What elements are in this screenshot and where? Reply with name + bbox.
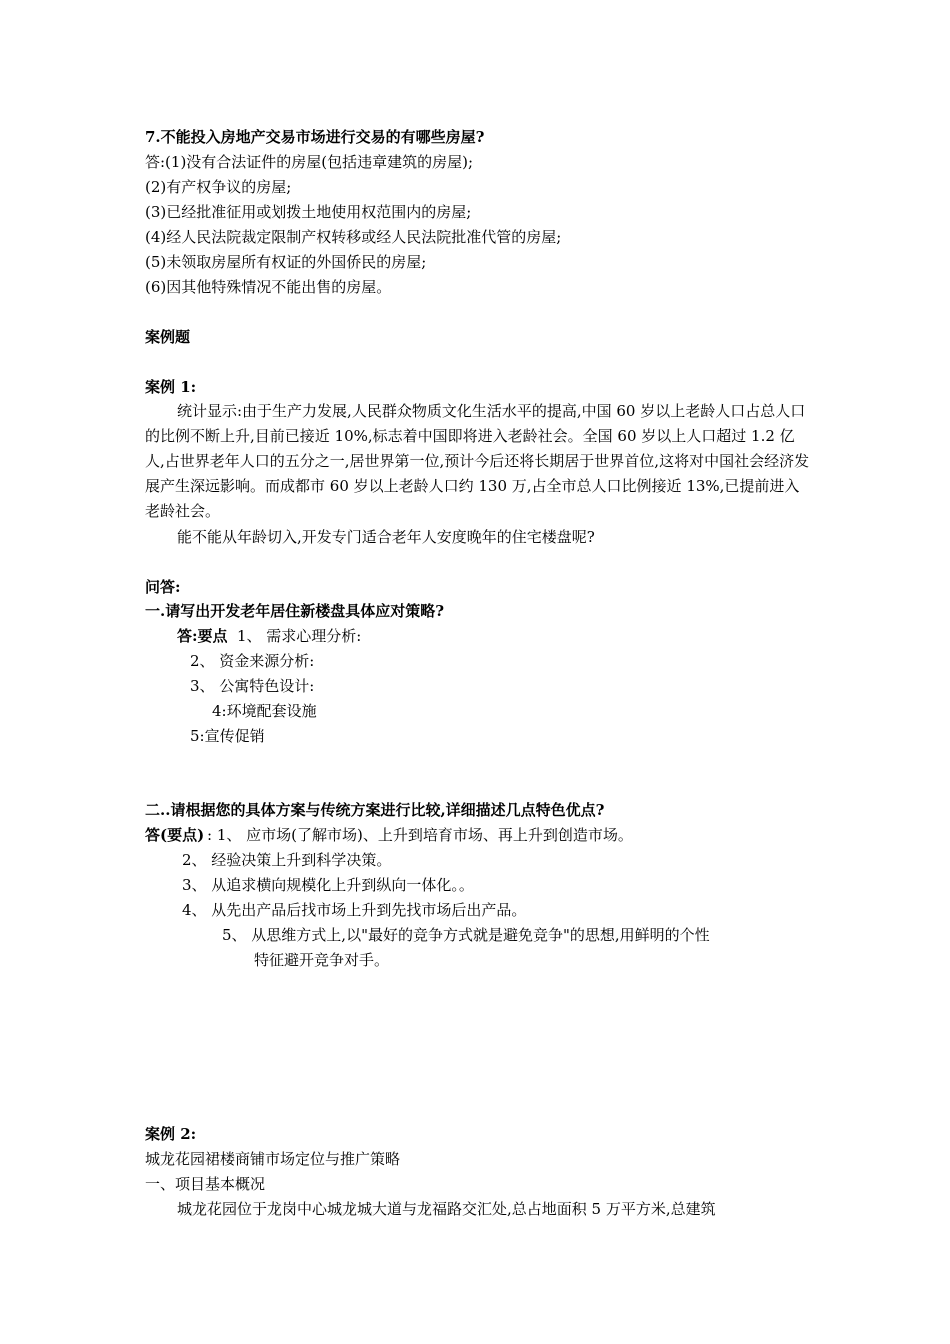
q1-point: 5:宣传促销 (190, 727, 265, 745)
q7-item: (5)未领取房屋所有权证的外国侨民的房屋; (145, 253, 427, 271)
cases-heading: 案例题 (145, 328, 191, 346)
case1-title: 案例 1: (145, 378, 197, 396)
q1-answer-label: 答:要点 (177, 627, 228, 645)
q1-point: 3、 公寓特色设计: (190, 677, 315, 695)
q7-item: (4)经人民法院裁定限制产权转移或经人民法院批准代管的房屋; (145, 228, 562, 246)
q2-point: 5、 从思维方式上,以"最好的竞争方式就是避免竞争"的思想,用鲜明的个性 (222, 926, 710, 944)
q7-item: (2)有产权争议的房屋; (145, 178, 292, 196)
qa-heading: 问答: (145, 578, 181, 596)
case2-paragraph: 城龙花园位于龙岗中心城龙城大道与龙福路交汇处,总占地面积 5 万平方米,总建筑 (177, 1200, 716, 1218)
q7-title: 7.不能投入房地产交易市场进行交易的有哪些房屋? (145, 128, 485, 146)
q1-title: 一.请写出开发老年居住新楼盘具体应对策略? (145, 602, 445, 620)
q2-point: 3、 从追求横向规模化上升到纵向一体化。。 (182, 876, 474, 894)
q1-point: 1、 需求心理分析: (237, 627, 362, 645)
case1-paragraph: 统计显示:由于生产力发展,人民群众物质文化生活水平的提高,中国 60 岁以上老龄人口占总人口的比例不断上升,目前已接近 10%,标志着中国即将进入老龄社会。全国 60 岁以上人口超过 1.2 亿人,占世界老年人口的五分之一,居世界第一位,预计今后还将长期居于世界首位,这将对中国社会经济发展产生深远影响。而成都市 60 岁以上老龄人口约 130 万,占全市总人口比例接近 13%,已提前进入老龄社会。 (145, 402, 810, 520)
q2-point: : 1、 应市场(了解市场)、上升到培育市场、再上升到创造市场。 (207, 826, 633, 844)
q2-point: 特征避开竞争对手。 (254, 951, 390, 969)
q1-point: 2、 资金来源分析: (190, 652, 315, 670)
case2-subtitle: 城龙花园裙楼商铺市场定位与推广策略 (145, 1150, 401, 1168)
q7-item: (3)已经批准征用或划拨土地使用权范围内的房屋; (145, 203, 472, 221)
q2-answer-label: 答(要点) (145, 826, 205, 844)
q2-point: 4、 从先出产品后找市场上升到先找市场后出产品。 (182, 901, 527, 919)
q2-point: 2、 经验决策上升到科学决策。 (182, 851, 392, 869)
case1-question: 能不能从年龄切入,开发专门适合老年人安度晚年的住宅楼盘呢? (177, 528, 595, 546)
case2-section: 一、项目基本概况 (145, 1175, 266, 1193)
case2-title: 案例 2: (145, 1125, 197, 1143)
q7-item: (6)因其他特殊情况不能出售的房屋。 (145, 278, 392, 296)
q1-point: 4:环境配套设施 (212, 702, 317, 720)
q2-title: 二..请根据您的具体方案与传统方案进行比较,详细描述几点特色优点? (145, 801, 605, 819)
q7-item: 答:(1)没有合法证件的房屋(包括违章建筑的房屋); (145, 153, 474, 171)
